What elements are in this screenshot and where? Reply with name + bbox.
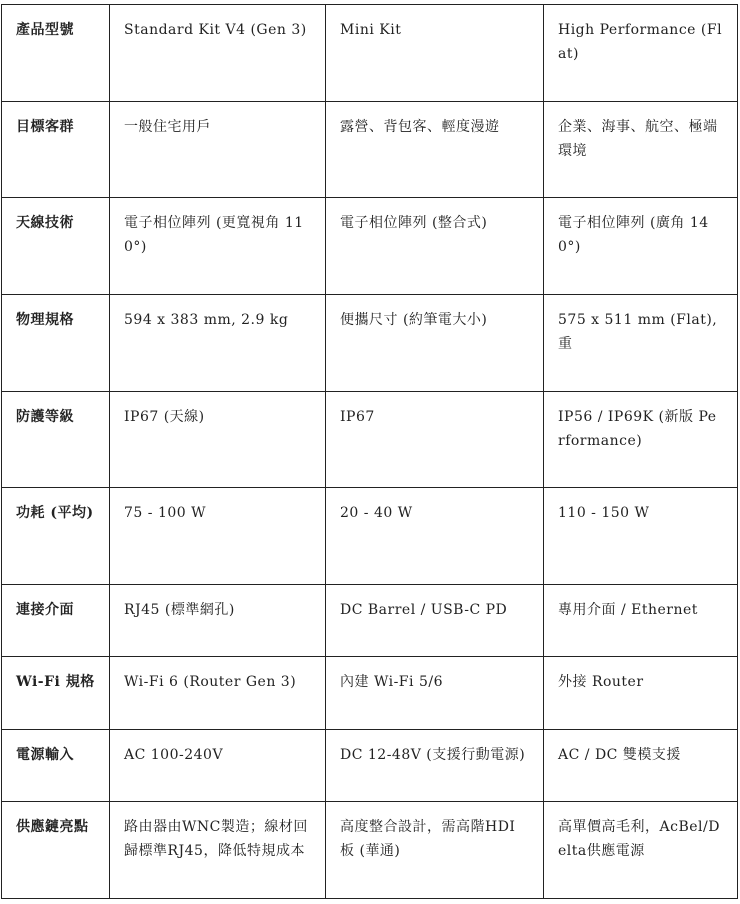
table-row-supply-chain (2, 802, 738, 899)
row-label: 目標客群 (2, 102, 110, 198)
table-cell: 75 - 100 W (110, 488, 326, 585)
table-cell: 594 x 383 mm, 2.9 kg (110, 295, 326, 392)
table-row-audience (2, 102, 738, 198)
table-row-model (2, 5, 738, 102)
table-cell: 575 x 511 mm (Flat), 重 (544, 295, 738, 392)
table-row-dimensions (2, 295, 738, 392)
table-cell: DC Barrel / USB-C PD (326, 585, 544, 657)
table-cell: IP67 (326, 392, 544, 488)
table-cell: IP56 / IP69K (新版 Performance) (544, 392, 738, 488)
table-cell: 內建 Wi-Fi 5/6 (326, 657, 544, 730)
table-cell: 20 - 40 W (326, 488, 544, 585)
table-row-power-input (2, 730, 738, 802)
table-cell: 電子相位陣列 (廣角 140°) (544, 198, 738, 295)
table-cell: 電子相位陣列 (整合式) (326, 198, 544, 295)
table-cell: 露營、背包客、輕度漫遊 (326, 102, 544, 198)
table-cell: 高單價高毛利，AcBel/Delta供應電源 (544, 802, 738, 899)
table-cell: 便攜尺寸 (約筆電大小) (326, 295, 544, 392)
table-cell: 110 - 150 W (544, 488, 738, 585)
table-row-protection (2, 392, 738, 488)
table-cell: 路由器由WNC製造；線材回歸標準RJ45，降低特規成本 (110, 802, 326, 899)
row-label: 物理規格 (2, 295, 110, 392)
table-cell: 企業、海事、航空、極端環境 (544, 102, 738, 198)
spec-table (1, 4, 738, 899)
table-cell: High Performance (Flat) (544, 5, 738, 102)
row-label: 電源輸入 (2, 730, 110, 802)
row-label: 功耗 (平均) (2, 488, 110, 585)
row-label: 連接介面 (2, 585, 110, 657)
row-label: Wi-Fi 規格 (2, 657, 110, 730)
table-cell: AC 100-240V (110, 730, 326, 802)
table-cell: DC 12-48V (支援行動電源) (326, 730, 544, 802)
table-row-antenna (2, 198, 738, 295)
table-cell: Mini Kit (326, 5, 544, 102)
table-cell: IP67 (天線) (110, 392, 326, 488)
table-cell: 一般住宅用戶 (110, 102, 326, 198)
row-label: 天線技術 (2, 198, 110, 295)
table-cell: 電子相位陣列 (更寬視角 110°) (110, 198, 326, 295)
table-cell: Wi-Fi 6 (Router Gen 3) (110, 657, 326, 730)
table-row-power-consumption (2, 488, 738, 585)
table-row-interface (2, 585, 738, 657)
table-cell: AC / DC 雙模支援 (544, 730, 738, 802)
table-cell: 專用介面 / Ethernet (544, 585, 738, 657)
table-cell: RJ45 (標準網孔) (110, 585, 326, 657)
table-row-wifi (2, 657, 738, 730)
table-cell: 高度整合設計，需高階HDI板 (華通) (326, 802, 544, 899)
row-label: 防護等級 (2, 392, 110, 488)
row-label: 供應鏈亮點 (2, 802, 110, 899)
table-cell: Standard Kit V4 (Gen 3) (110, 5, 326, 102)
row-label: 產品型號 (2, 5, 110, 102)
table-cell: 外接 Router (544, 657, 738, 730)
